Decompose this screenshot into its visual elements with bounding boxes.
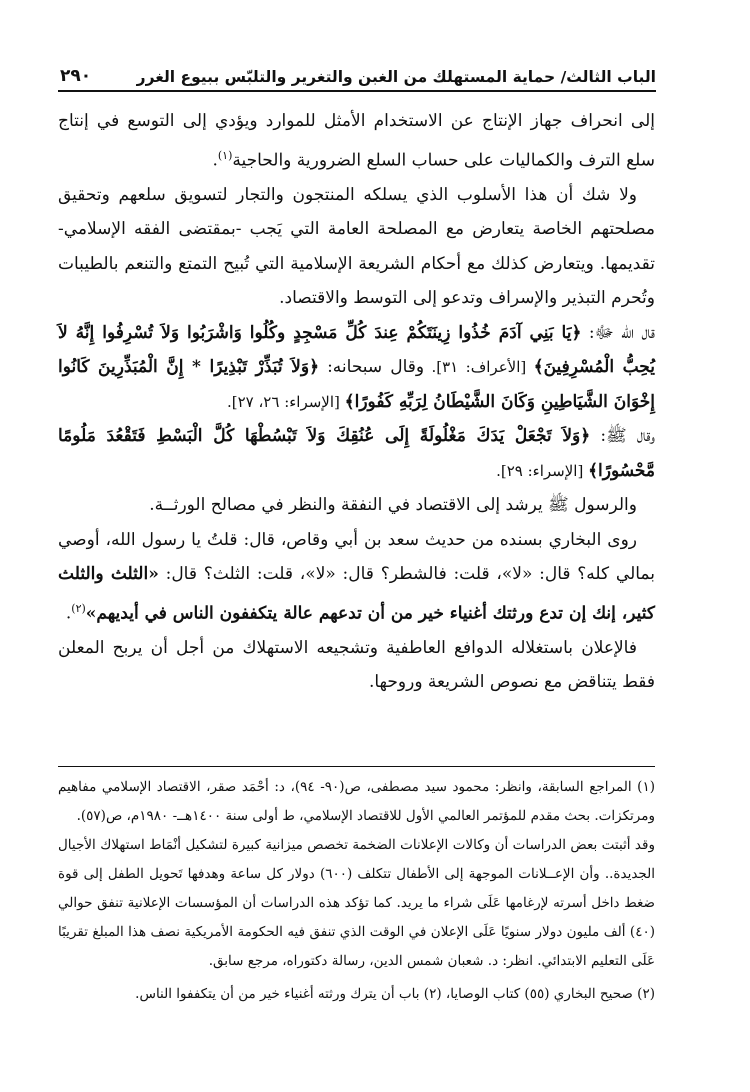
verse-ref-araf: [الأعراف: ٣١]. bbox=[424, 358, 534, 377]
main-text bbox=[58, 104, 655, 700]
hadith-quote: «الثلث والثلث كثير، إنك إن تدع ورثتك أغنياء خير من أن تدعهم عالة يتكففون الناس في أيديهم» bbox=[58, 564, 655, 624]
paragraph-2: ولا شك أن هذا الأسلوب الذي يسلكه المنتجون والتجار لتسويق سلعهم وتحقيق مصلحتهم الخاصة يتعارض مع المصلحة العامة التي يَجب -بمقتضى الفقه الإسلامي- تقديمها. ويتعارض كذلك مع أحكام الشريعة الإسلامية التي تُبيح التمتع والتنعم بالطيبات وتُحرم التبذير والإسراف وتدعو إلى التوسط والاقتصاد. bbox=[58, 184, 655, 309]
quran-verse-araf: ﴿يَا بَنِي آدَمَ خُذُوا زِينَتَكُمْ عِندَ كُلِّ مَسْجِدٍ وكُلُوا وَاشْرَبُوا وَلاَ تُسْرِفُوا إِنَّهُ لاَ يُحِبُّ الْمُسْرِفِينَ﴾ bbox=[58, 322, 656, 378]
paragraph-4-intro: وقال ﷺ: bbox=[590, 426, 655, 447]
quran-verse-isra-26: ﴿وَلاَ تُبَذِّرْ تَبْذِيرًا * إِنَّ الْمُبَذِّرِينَ كَانُوا إِخْوَانَ الشَّيَاطِينِ وَكَانَ الشَّيْطَانُ لِرَبِّهِ كَفُورًا﴾ bbox=[58, 357, 655, 412]
paragraph-4 bbox=[58, 419, 655, 488]
quran-verse-isra-29: ﴿وَلاَ تَجْعَلْ يَدَكَ مَغْلُولَةً إِلَى عُنُقِكَ وَلاَ تَبْسُطْهَا كُلَّ الْبَسْطِ فَتَقْعُدَ مَلُومًا مَّحْسُورًا﴾ bbox=[58, 426, 655, 481]
paragraph-6-end: . bbox=[65, 603, 72, 624]
page-number: ٢٩٠ bbox=[60, 66, 92, 86]
running-header bbox=[58, 60, 656, 92]
verse-ref-isra-26: [الإسراء: ٢٦، ٢٧]. bbox=[226, 392, 345, 411]
footnote-ref-2: (٢) bbox=[71, 601, 86, 615]
footnote-ref-1: (١) bbox=[217, 148, 233, 162]
paragraph-6-text: روى البخاري بسنده من حديث سعد بن أبي وقاص، قال: قلتُ يا رسول الله، أوصي بمالي كله؟ قال: «لا»، قلت: فالشطر؟ قال: «لا»، قلت: الثلث؟ قال: bbox=[58, 529, 655, 585]
paragraph-3-mid: وقال سبحانه: bbox=[319, 357, 425, 378]
paragraph-1-end: . bbox=[212, 150, 218, 171]
paragraph-6 bbox=[58, 523, 655, 631]
paragraph-7: فالإعلان باستغلاله الدوافع العاطفية وتشجيعه الاستهلاك من أجل أن يربح المعلن فقط يتناقض مع نصوص الشريعة وروحها. bbox=[58, 637, 655, 693]
paragraph-3-intro: قال الله ﷻ: bbox=[581, 322, 655, 343]
footnote-1: (١) المراجع السابقة، وانظر: محمود سيد مصطفى، ص(٩٠- ٩٤)، د: أحْمَد صقر، الاقتصاد الإسلامي مفاهيم ومرتكزات. بحث مقدم للمؤتمر العالمي الأول للاقتصاد الإسلامي، ط أولى سنة ١٤٠٠هــ- ١٩٨٠م، ص(٥٧). bbox=[58, 779, 656, 824]
footnote-2: (٢) صحيح البخاري (٥٥) كتاب الوصايا، (٢) باب أن يترك ورثته أغنياء خير من أن يتكففوا الناس. bbox=[135, 986, 655, 1002]
footnotes bbox=[58, 766, 655, 1009]
paragraph-5: والرسول ﷺ يرشد إلى الاقتصاد في النفقة والنظر في مصالح الورثــة. bbox=[149, 495, 637, 516]
verse-ref-isra-29: [الإسراء: ٢٩]. bbox=[496, 461, 589, 480]
chapter-title: الباب الثالث/ حماية المستهلك من الغبن والتغرير والتلبّس ببيوع الغرر bbox=[136, 68, 656, 86]
paragraph-1-text: إلى انحراف جهاز الإنتاج عن الاستخدام الأمثل للموارد ويؤدي إلى التوسع في إنتاج سلع الترف والكماليات على حساب السلع الضرورية والحاجية bbox=[58, 111, 655, 171]
paragraph-1 bbox=[58, 104, 655, 178]
paragraph-3 bbox=[58, 316, 655, 420]
footnote-1-continued: وقد أثبتت بعض الدراسات أن وكالات الإعلانات الضخمة تخصص ميزانية كبيرة لتشكيل أنْمَاط استهلاك الأجيال الجديدة.. وأن الإعــلانات الموجهة إلى الأطفال تتكلف (٦٠٠) دولار كل ساعة وهدفها تَحويل الطفل إلى قوة ضغط داخل أسرته لإرغامها عَلَى شراء ما يريد. كما تؤكد هذه الدراسات أن المؤسسات الإعلانية تنفق حوالي (٤٠) ألف مليون دولار سنويًا عَلَى الإعلان في الوقت الذي تنفق فيه الحكومة الأمريكية نصف هذا المبلغ تقريبًا عَلَى التعليم الابتدائي. انظر: د. شعبان شمس الدين، رسالة دكتوراه، مرجع سابق. bbox=[58, 837, 656, 969]
